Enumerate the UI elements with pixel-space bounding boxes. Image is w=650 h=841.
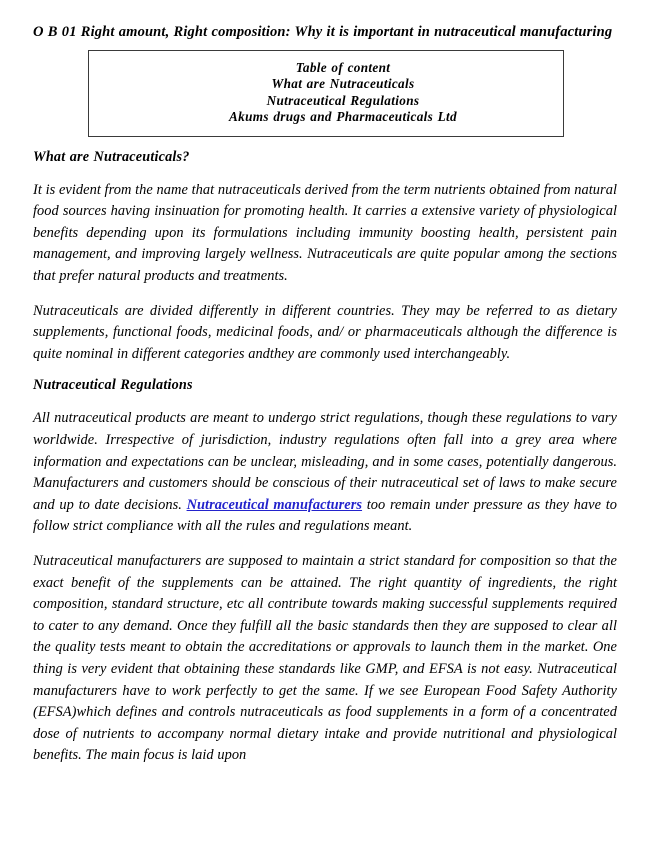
page-title: O B 01 Right amount, Right composition: Why it is important in nutraceutical manufacturing bbox=[33, 24, 613, 40]
paragraph-regulations-text-before-link: All nutraceutical products are meant to undergo strict regulations, though these regulations to vary worldwide. Irrespective of jurisdiction, industry regulations often fall into a grey area where information and expectations can be unclear, misleading, and in some cases, potentially dangerous. Manufacturers and customers should be conscious of their nutraceutical set of laws to make secure and up to date decisions. bbox=[33, 410, 617, 513]
section-heading-nutraceutical-regulations: Nutraceutical Regulations bbox=[33, 377, 193, 394]
paragraph-nutraceuticals-definition: It is evident from the name that nutraceuticals derived from the term nutrients obtained from natural food sources having insinuation for promoting health. It carries a extensive variety of physiological benefits depending upon its formulations including immunity boosting health, persistent pain management, and improving largely wellness. Nutraceuticals are quite popular among the sections that prefer natural products and treatments. bbox=[33, 181, 617, 284]
toc-line-title: Table of content bbox=[295, 60, 391, 75]
toc-line-item-1: What are Nutraceuticals bbox=[271, 76, 415, 92]
paragraph-manufacturing-standards: Nutraceutical manufacturers are supposed to maintain a strict standard for composition so that the exact benefit of the supplements can be attained. The right quantity of ingredients, the right composition, standard structure, etc all contribute towards making successful supplements required to cater to any demand. Once they fulfill all the basic standards then they are supposed to clear all the quality tests meant to obtain the accreditations or approvals to launch them in the market. One thing is very evident that obtaining these standards like GMP, and EFSA is not easy. Nutraceutical manufacturers have to work perfectly to get the same. If we see European Food Safety Authority (EFSA)which defines and controls nutraceuticals as food supplements in a form of a concentrated dose of nutrients to accompany normal dietary intake and provide nutritional and physiological benefits. The main focus is laid upon bbox=[33, 552, 617, 764]
section-heading-what-are-nutraceuticals: What are Nutraceuticals? bbox=[33, 148, 190, 165]
nutraceutical-manufacturers-link[interactable]: Nutraceutical manufacturers bbox=[186, 496, 363, 513]
toc-line-item-2: Nutraceutical Regulations bbox=[266, 92, 420, 108]
toc-line-item-3: Akums drugs and Pharmaceuticals Ltd bbox=[229, 109, 457, 125]
paragraph-regulations-text-after-link: too remain under pressure as they have to follow strict compliance with all the rules and regulations meant. bbox=[33, 496, 618, 535]
table-of-content-box bbox=[88, 50, 564, 137]
paragraph-nutraceuticals-classification: Nutraceuticals are divided differently in different countries. They may be referred to as dietary supplements, functional foods, medicinal foods, and/ or pharmaceuticals although the difference is quite nominal in different categories andthey are commonly used interchangeably. bbox=[33, 302, 617, 362]
paragraph-regulations-overview bbox=[33, 408, 617, 538]
